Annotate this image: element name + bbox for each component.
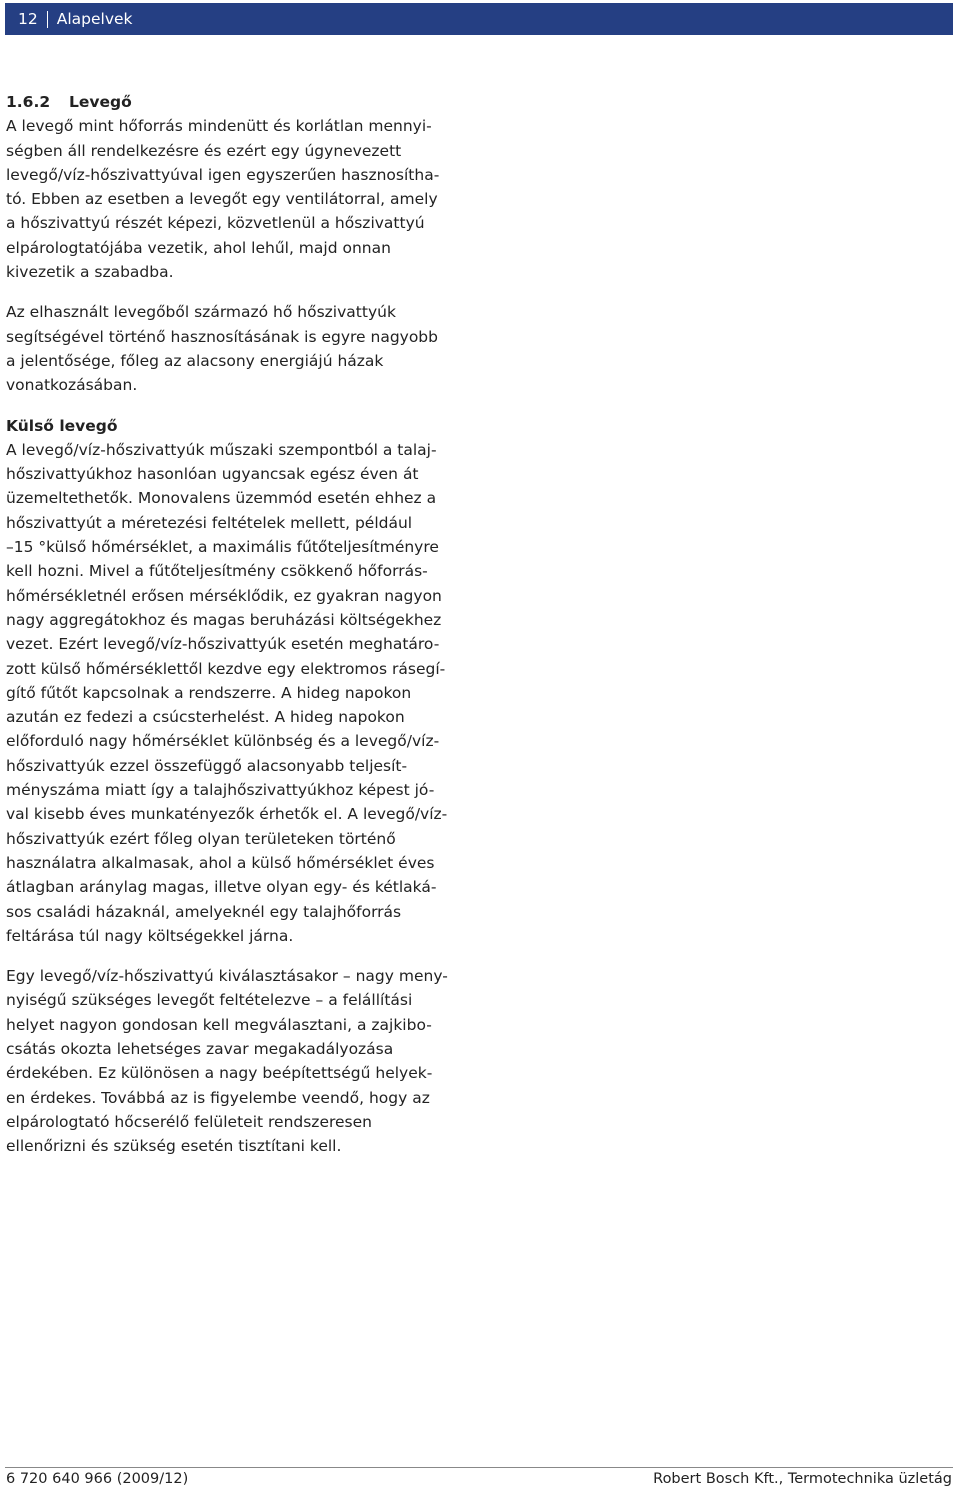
- paragraph-intro: [6, 114, 466, 284]
- main-content: [6, 90, 466, 1158]
- text-line: ményszáma miatt így a talajhőszivattyúkhoz képest jó-: [6, 781, 435, 800]
- text-line: feltárása túl nagy költségekkel járna.: [6, 926, 294, 945]
- text-line: zott külső hőmérséklettől kezdve egy elektromos rásegí-: [6, 659, 446, 678]
- footer-doc-number: 6 720 640 966 (2009/12): [6, 1471, 189, 1487]
- header-divider: [47, 11, 48, 28]
- text-line: –15 °külső hőmérséklet, a maximális fűtőteljesítményre: [6, 538, 439, 557]
- text-line: csátás okozta lehetséges zavar megakadályozása: [6, 1039, 394, 1058]
- text-line: vonatkozásában.: [6, 376, 138, 395]
- spacer: [6, 284, 466, 300]
- text-line: hőmérsékletnél erősen mérséklődik, ez gyakran nagyon: [6, 586, 442, 605]
- text-line: helyet nagyon gondosan kell megválasztani, a zajkibo-: [6, 1015, 432, 1034]
- heading-number: 1.6.2: [6, 93, 51, 111]
- text-line: val kisebb éves munkatényezők érhetők el. A levegő/víz-: [6, 805, 448, 824]
- page-number: 12: [18, 10, 38, 28]
- section-heading: [6, 90, 466, 114]
- text-line: en érdekes. Továbbá az is figyelembe veendő, hogy az: [6, 1088, 430, 1107]
- text-line: vezet. Ezért levegő/víz-hőszivattyúk esetén meghatáro-: [6, 635, 440, 654]
- text-line: elpárologtató hőcserélő felületeit rendszeresen: [6, 1112, 372, 1131]
- text-line: előforduló nagy hőmérséklet különbség és a levegő/víz-: [6, 732, 440, 751]
- text-line: a hőszivattyú részét képezi, közvetlenül a hőszivattyú: [6, 214, 425, 233]
- spacer: [6, 398, 466, 414]
- text-line: kell hozni. Mivel a fűtőteljesítmény csökkenő hőforrás-: [6, 562, 428, 581]
- text-line: sos családi házaknál, amelyeknél egy talajhőforrás: [6, 902, 402, 921]
- text-line: azután ez fedezi a csúcsterhelést. A hideg napokon: [6, 708, 405, 727]
- text-line: gítő fűtőt kapcsolnak a rendszerre. A hideg napokon: [6, 683, 412, 702]
- text-line: hőszivattyúkhoz hasonlóan ugyancsak egész éven át: [6, 465, 419, 484]
- text-line: kivezetik a szabadba.: [6, 263, 174, 282]
- text-line: Az elhasznált levegőből származó hő hőszivattyúk: [6, 303, 396, 322]
- text-line: ségben áll rendelkezésre és ezért egy úgynevezett: [6, 141, 402, 160]
- text-line: üzemeltethetők. Monovalens üzemmód esetén ehhez a: [6, 489, 437, 508]
- text-line: nagy aggregátokhoz és magas beruházási költségekhez: [6, 610, 442, 629]
- text-line: A levegő/víz-hőszivattyúk műszaki szempontból a talaj-: [6, 440, 437, 459]
- text-line: átlagban aránylag magas, illetve olyan egy- és kétlaká-: [6, 878, 437, 897]
- footer-divider: [5, 1467, 953, 1468]
- paragraph-outside-air: [6, 438, 466, 948]
- text-line: tó. Ebben az esetben a levegőt egy ventilátorral, amely: [6, 190, 438, 209]
- subheading-outside-air: Külső levegő: [6, 416, 118, 435]
- text-line: a jelentősége, főleg az alacsony energiájú házak: [6, 351, 384, 370]
- text-line: hőszivattyúk ezért főleg olyan területeken történő: [6, 829, 396, 848]
- heading-title: Levegő: [69, 93, 132, 111]
- text-line: elpárologtatójába vezetik, ahol lehűl, majd onnan: [6, 238, 391, 257]
- text-line: nyiségű szükséges levegőt feltételezve – a felállítási: [6, 991, 413, 1010]
- footer-company: Robert Bosch Kft., Termotechnika üzletág: [653, 1471, 952, 1487]
- text-line: hőszivattyút a méretezési feltételek mellett, például: [6, 513, 413, 532]
- paragraph-exhaust-air: [6, 300, 466, 397]
- spacer: [6, 948, 466, 964]
- paragraph-installation: [6, 964, 466, 1158]
- text-line: A levegő mint hőforrás mindenütt és korlátlan mennyi-: [6, 117, 432, 136]
- text-line: hőszivattyúk ezzel összefüggő alacsonyabb teljesít-: [6, 756, 408, 775]
- text-line: segítségével történő hasznosításának is egyre nagyobb: [6, 327, 438, 346]
- section-title: Alapelvek: [56, 10, 133, 28]
- text-line: levegő/víz-hőszivattyúval igen egyszerűen hasznosítha-: [6, 165, 440, 184]
- page-header-bar: [5, 3, 953, 35]
- text-line: ellenőrizni és szükség esetén tisztítani kell.: [6, 1137, 342, 1156]
- text-line: Egy levegő/víz-hőszivattyú kiválasztásakor – nagy meny-: [6, 967, 448, 986]
- text-line: használatra alkalmasak, ahol a külső hőmérséklet éves: [6, 853, 435, 872]
- text-line: érdekében. Ez különösen a nagy beépítettségű helyek-: [6, 1064, 433, 1083]
